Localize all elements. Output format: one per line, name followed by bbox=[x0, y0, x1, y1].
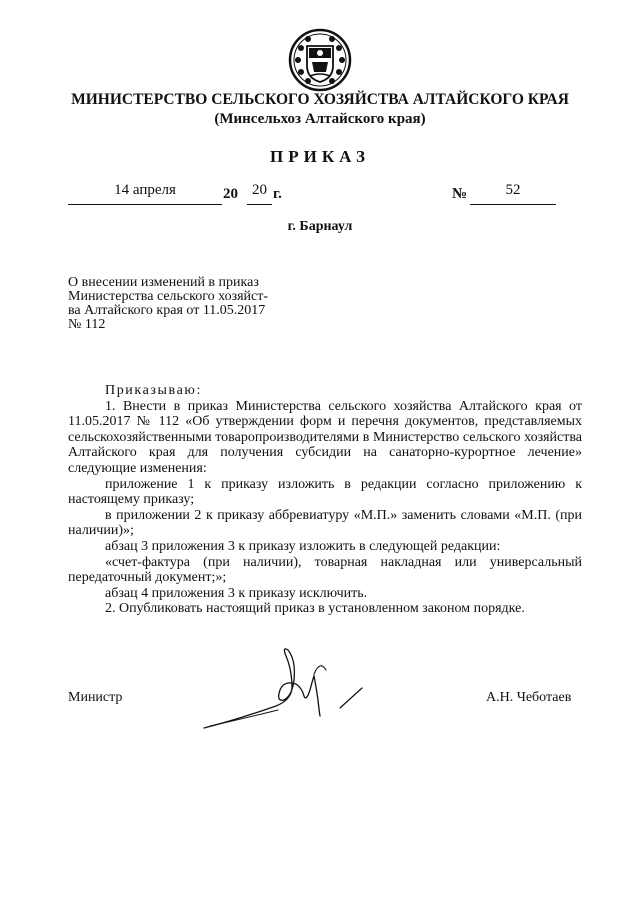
body-paragraph: «счет-фактура (при наличии), товарная накладная или универсальный передаточный документ;»; bbox=[68, 554, 582, 586]
year-prefix: 20 bbox=[223, 186, 238, 202]
body-paragraph: приложение 1 к приказу изложить в редакции согласно приложению к настоящему приказу; bbox=[68, 476, 582, 508]
body-paragraph: абзац 4 приложения 3 к приказу исключить. bbox=[105, 585, 368, 601]
signatory-name: А.Н. Чеботаев bbox=[486, 690, 572, 705]
body-paragraph: в приложении 2 к приказу аббревиатуру «М.П.» заменить словами «М.П. (при наличии)»; bbox=[68, 507, 582, 539]
preamble: Приказываю: bbox=[105, 383, 202, 398]
organization-name: МИНИСТЕРСТВО СЕЛЬСКОГО ХОЗЯЙСТВА АЛТАЙСКОГО КРАЯ bbox=[71, 91, 569, 108]
coat-of-arms-icon bbox=[288, 28, 352, 92]
organization-short-name: (Минсельхоз Алтайского края) bbox=[214, 111, 426, 127]
handwritten-signature bbox=[196, 640, 376, 740]
year-field: 20 bbox=[247, 182, 272, 205]
document-subject: О внесении изменений в приказ Министерства сельского хозяйст- ва Алтайского края от 11.05.2017 № 112 bbox=[68, 275, 269, 332]
document-body bbox=[68, 383, 582, 617]
city: г. Барнаул bbox=[287, 219, 353, 234]
document-type-title: ПРИКАЗ bbox=[270, 147, 370, 166]
body-paragraph: абзац 3 приложения 3 к приказу изложить в следующей редакции: bbox=[105, 538, 501, 554]
body-paragraph: 1. Внести в приказ Министерства сельского хозяйства Алтайского края от 11.05.2017 № 112 «Об утверждении форм и перечня документов, представляемых сельскохозяйственными товаропроизводителями в Министерство сельского хозяйства Алтайского края для получения субсидии на санаторно-курортное лечение» следующие изменения: bbox=[68, 398, 582, 476]
number-label: № bbox=[452, 186, 468, 202]
year-unit: г. bbox=[273, 186, 282, 202]
date-field: 14 апреля bbox=[68, 182, 222, 205]
signatory-title: Министр bbox=[68, 690, 123, 705]
document-number: 52 bbox=[470, 182, 556, 205]
body-paragraph: 2. Опубликовать настоящий приказ в установленном законом порядке. bbox=[105, 601, 525, 617]
